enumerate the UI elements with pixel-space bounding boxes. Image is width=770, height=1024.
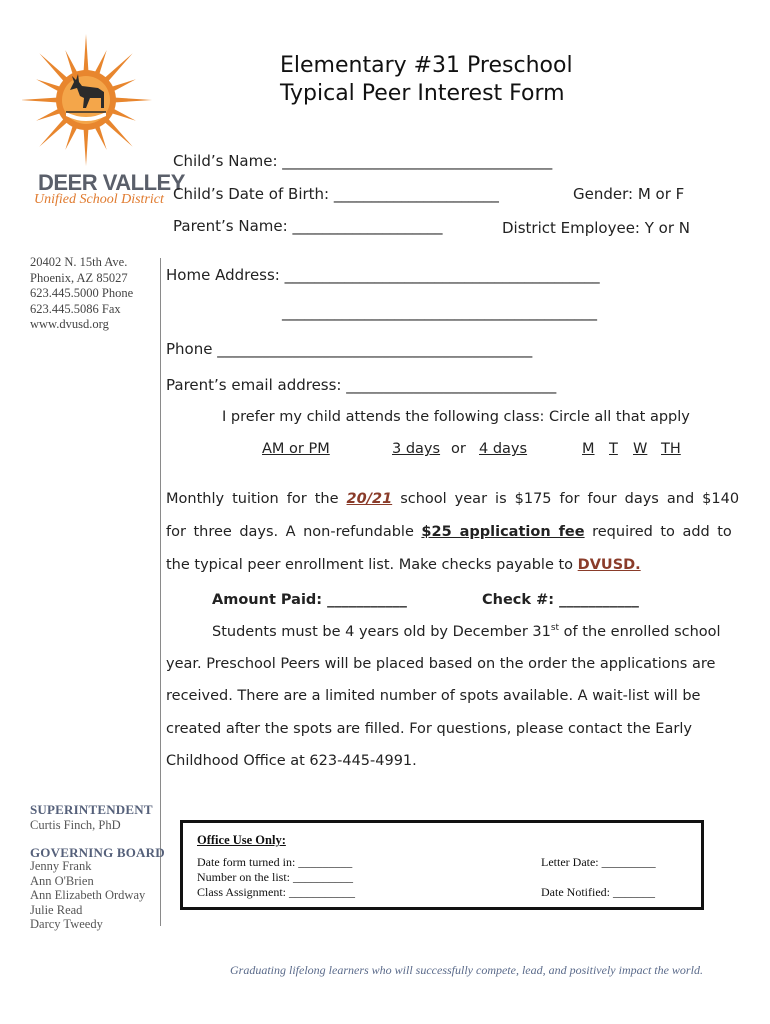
tuition-text: Monthly tuition for the (166, 491, 339, 507)
eligibility-text: Students must be 4 years old by December 31 (212, 623, 551, 640)
tuition-text: the typical peer enrollment list. Make checks payable to (166, 557, 574, 573)
address-web: www.dvusd.org (30, 317, 109, 331)
district-employee-field[interactable]: District Employee: Y or N (502, 219, 691, 237)
sun-ray (104, 118, 133, 147)
date-turned-in-field[interactable]: Date form turned in: _________ (197, 855, 353, 869)
sun-ray (36, 108, 61, 120)
board-member: Ann Elizabeth Ordway (30, 888, 146, 902)
superintendent-heading: SUPERINTENDENT (30, 802, 153, 817)
office-use-box (180, 820, 704, 910)
three-days-option[interactable]: 3 days (392, 441, 441, 457)
child-name-field[interactable]: Child’s Name: ____________________________________ (173, 152, 553, 170)
sun-ray (84, 128, 89, 166)
form-title-line2: Typical Peer Interest Form (280, 81, 565, 106)
class-assignment-field[interactable]: Class Assignment: ___________ (197, 885, 356, 899)
form-title (280, 52, 573, 108)
sun-ray (39, 53, 68, 82)
sun-ray (84, 34, 89, 72)
sun-ray (22, 98, 58, 103)
sun-ray (36, 79, 61, 91)
gender-field[interactable]: Gender: M or F (573, 185, 685, 203)
sun-ray (111, 79, 136, 91)
form-title-line1: Elementary #31 Preschool (280, 53, 573, 78)
footer-tagline: Graduating lifelong learners who will successfully compete, lead, and positively impact the world. (230, 963, 703, 977)
sun-ray (65, 50, 77, 75)
board-member: Ann O'Brien (30, 873, 94, 888)
address-line2-field[interactable]: __________________________________________ (282, 303, 597, 321)
sun-ray (94, 50, 106, 75)
sun-ray (104, 53, 133, 82)
deer-sun-logo-icon (22, 28, 154, 168)
office-use-heading: Office Use Only: (197, 833, 286, 847)
day-option-t[interactable]: T (609, 441, 618, 457)
tuition-text: for three days. A non-refundable (166, 524, 414, 540)
eligibility-line1 (212, 623, 721, 640)
address-street: 20402 N. 15th Ave. (30, 255, 128, 269)
board-heading: GOVERNING BOARD (30, 845, 165, 860)
tuition-line3 (166, 557, 641, 573)
four-days-option[interactable]: 4 days (479, 441, 528, 457)
board-member: Julie Read (30, 902, 83, 917)
address-fax: 623.445.5086 Fax (30, 301, 121, 316)
day-option-w[interactable]: W (633, 441, 648, 457)
board-members (30, 859, 145, 932)
address-phone: 623.445.5000 Phone (30, 286, 134, 300)
eligibility-line4: created after the spots are filled. For questions, please contact the Early (166, 721, 692, 737)
parent-name-field[interactable]: Parent’s Name: ____________________ (173, 217, 443, 235)
sun-ray (65, 125, 77, 150)
am-pm-option[interactable]: AM or PM (262, 441, 330, 457)
eligibility-text: of the enrolled school (559, 623, 721, 640)
child-dob-field[interactable]: Child’s Date of Birth: ______________________ (173, 185, 499, 203)
school-year: 20/21 (346, 491, 393, 507)
or-text: or (451, 441, 466, 457)
class-preference-prompt: I prefer my child attends the following class: Circle all that apply (222, 409, 690, 425)
tuition-line2 (166, 524, 732, 540)
sun-ray (114, 98, 152, 103)
eligibility-line2: year. Preschool Peers will be placed based on the order the applications are (166, 656, 716, 672)
superintendent-name: Curtis Finch, PhD (30, 818, 121, 832)
brand-subtitle: Unified School District (34, 192, 164, 207)
sun-ray (111, 108, 136, 120)
sidebar-divider (160, 258, 161, 926)
payee: DVUSD. (577, 557, 641, 573)
tuition-line1 (166, 491, 739, 507)
eligibility-line5: Childhood Office at 623-445-4991. (166, 753, 417, 769)
brand-title: DEER VALLEY (38, 170, 185, 195)
home-address-field[interactable]: Home Address: __________________________________________ (166, 266, 600, 284)
number-on-list-field[interactable]: Number on the list: __________ (197, 870, 353, 884)
phone-field[interactable]: Phone __________________________________________ (166, 340, 533, 358)
day-option-m[interactable]: M (582, 441, 595, 457)
board-member: Darcy Tweedy (30, 917, 103, 931)
check-number-field[interactable]: Check #: ___________ (482, 592, 639, 608)
application-fee: $25 application fee (421, 524, 585, 540)
day-option-th[interactable]: TH (661, 441, 681, 457)
eligibility-line3: received. There are a limited number of spots available. A wait-list will be (166, 688, 701, 704)
address-city: Phoenix, AZ 85027 (30, 270, 128, 285)
date-notified-field[interactable]: Date Notified: _______ (541, 885, 655, 899)
sun-ray (94, 125, 106, 150)
letter-date-field[interactable]: Letter Date: _________ (541, 855, 656, 869)
ordinal-suffix: st (550, 623, 560, 633)
email-field[interactable]: Parent’s email address: ____________________________ (166, 376, 557, 394)
district-address (30, 255, 133, 333)
amount-paid-field[interactable]: Amount Paid: ___________ (212, 592, 407, 608)
tuition-text: required to add to (592, 524, 732, 540)
sun-ray (39, 118, 68, 147)
tuition-text: school year is $175 for four days and $140 (400, 491, 740, 507)
board-member: Jenny Frank (30, 859, 92, 873)
